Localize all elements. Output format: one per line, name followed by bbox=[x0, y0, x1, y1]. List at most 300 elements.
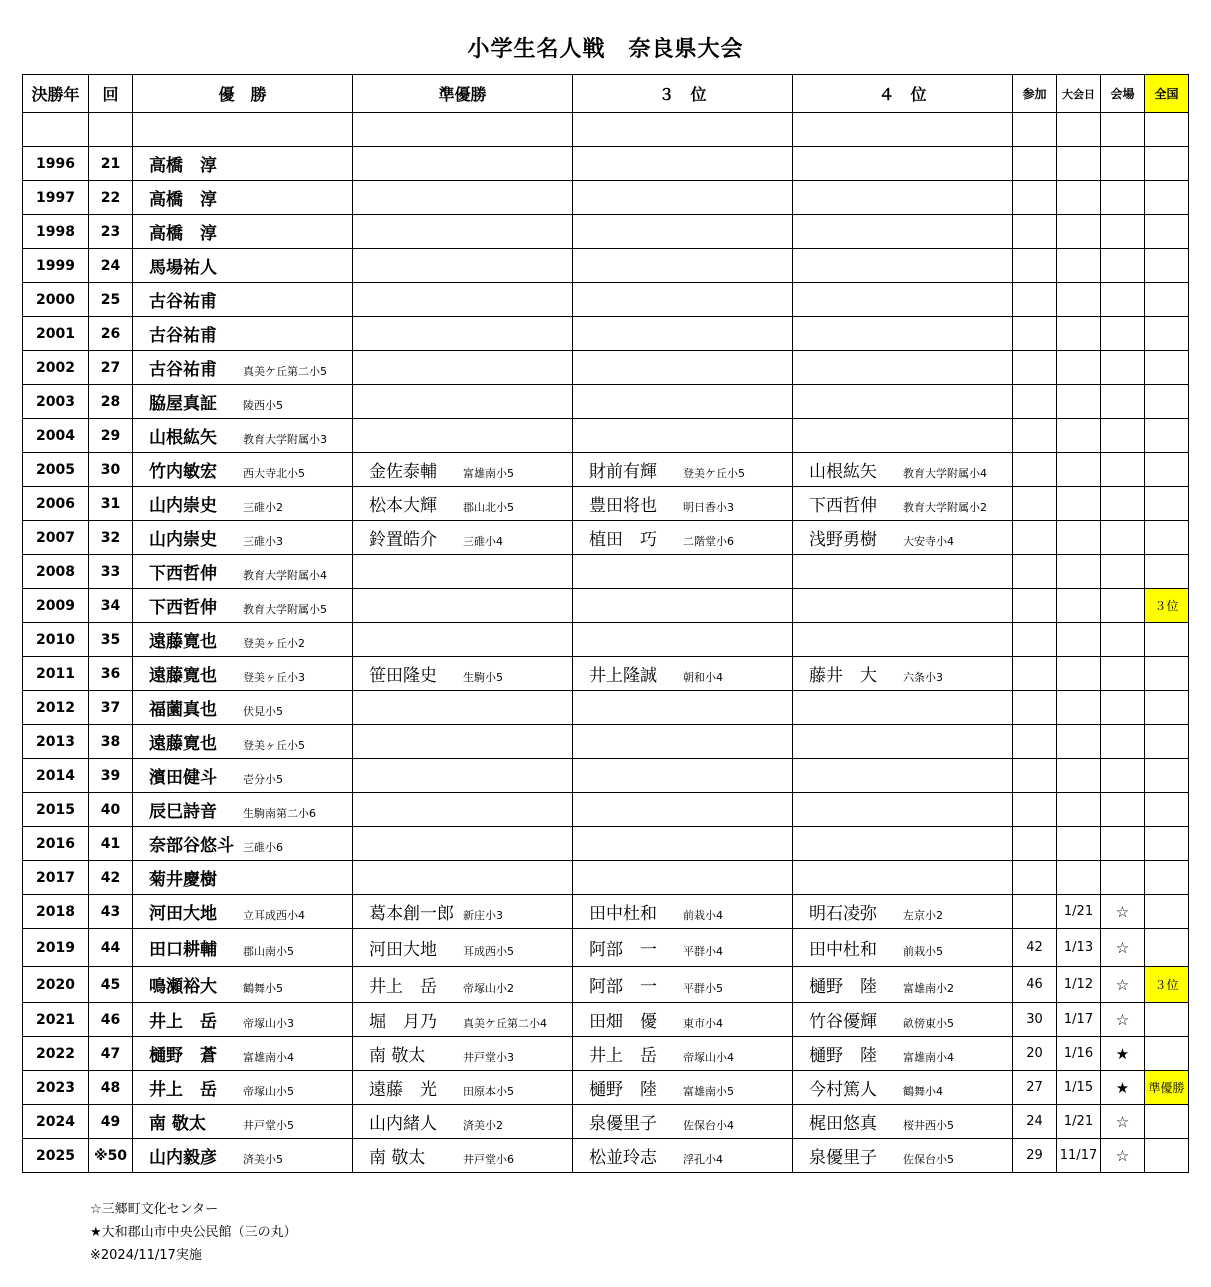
winner-cell-name: 脇屋真証 bbox=[149, 394, 217, 414]
winner-cell-name: 山根紘矢 bbox=[149, 428, 217, 448]
participants-cell: 24 bbox=[1013, 1105, 1057, 1139]
round-cell: 49 bbox=[89, 1105, 133, 1139]
winner-cell bbox=[133, 283, 353, 317]
table-row bbox=[23, 385, 1189, 419]
runner-up-cell-name: 金佐泰輔 bbox=[369, 462, 437, 482]
venue-cell bbox=[1101, 589, 1145, 623]
winner-cell-name: 井上 岳 bbox=[149, 1012, 217, 1032]
fourth-cell bbox=[793, 929, 1013, 967]
national-result-cell bbox=[1145, 691, 1189, 725]
date-cell bbox=[1057, 623, 1101, 657]
winner-cell-school: 立耳成西小4 bbox=[243, 909, 305, 922]
fourth-cell-school: 富雄南小2 bbox=[903, 982, 954, 995]
winner-cell-school: 西大寺北小5 bbox=[243, 467, 305, 480]
national-result-cell bbox=[1145, 453, 1189, 487]
note-held-date: ※2024/11/17実施 bbox=[90, 1248, 202, 1263]
national-result-cell bbox=[1145, 725, 1189, 759]
note-venue-black-star: ★大和郡山市中央公民館（三の丸） bbox=[90, 1225, 297, 1240]
round-cell: 33 bbox=[89, 555, 133, 589]
note-venue-white-star: ☆三郷町文化センター bbox=[90, 1202, 219, 1217]
winner-cell-name: 下西哲伸 bbox=[149, 564, 217, 584]
fourth-cell bbox=[793, 895, 1013, 929]
year-cell: 2025 bbox=[23, 1139, 89, 1173]
runner-up-cell bbox=[353, 453, 573, 487]
third-cell bbox=[573, 623, 793, 657]
runner-up-cell bbox=[353, 147, 573, 181]
participants-cell: 30 bbox=[1013, 1003, 1057, 1037]
third-cell bbox=[573, 317, 793, 351]
legend-notes bbox=[90, 1198, 297, 1267]
third-cell-name: 田中杜和 bbox=[589, 904, 657, 924]
winner-cell-school: 済美小5 bbox=[243, 1153, 283, 1166]
round-cell: 42 bbox=[89, 861, 133, 895]
fourth-cell-school: 鶴舞小4 bbox=[903, 1085, 943, 1098]
runner-up-cell-name: 葛本創一郎 bbox=[369, 904, 454, 924]
table-row bbox=[23, 283, 1189, 317]
venue-cell bbox=[1101, 657, 1145, 691]
third-cell-school: 二階堂小6 bbox=[683, 535, 734, 548]
fourth-cell bbox=[793, 249, 1013, 283]
participants-cell bbox=[1013, 385, 1057, 419]
national-result-cell bbox=[1145, 521, 1189, 555]
fourth-cell-school: 大安寺小4 bbox=[903, 535, 954, 548]
runner-up-cell bbox=[353, 283, 573, 317]
date-cell: 1/12 bbox=[1057, 967, 1101, 1003]
date-cell bbox=[1057, 521, 1101, 555]
table-row bbox=[23, 793, 1189, 827]
national-result-cell bbox=[1145, 1003, 1189, 1037]
venue-cell bbox=[1101, 521, 1145, 555]
runner-up-cell-school: 三碓小4 bbox=[463, 535, 503, 548]
header-date: 大会日 bbox=[1057, 75, 1101, 113]
venue-cell: ☆ bbox=[1101, 1003, 1145, 1037]
year-cell: 2004 bbox=[23, 419, 89, 453]
third-cell bbox=[573, 419, 793, 453]
participants-cell bbox=[1013, 623, 1057, 657]
winner-cell-school: 登美ヶ丘小5 bbox=[243, 739, 305, 752]
third-cell-school: 平群小5 bbox=[683, 982, 723, 995]
winner-cell-school: 郡山南小5 bbox=[243, 945, 294, 958]
national-result-cell bbox=[1145, 215, 1189, 249]
fourth-cell-school: 前栽小5 bbox=[903, 945, 943, 958]
date-cell bbox=[1057, 453, 1101, 487]
winner-cell-school: 教育大学附属小4 bbox=[243, 569, 327, 582]
national-result-cell bbox=[1145, 1105, 1189, 1139]
runner-up-cell bbox=[353, 1003, 573, 1037]
round-cell: 48 bbox=[89, 1071, 133, 1105]
participants-cell bbox=[1013, 113, 1057, 147]
fourth-cell bbox=[793, 385, 1013, 419]
fourth-cell bbox=[793, 1139, 1013, 1173]
year-cell: 2012 bbox=[23, 691, 89, 725]
winner-cell-name: 田口耕輔 bbox=[149, 940, 217, 960]
venue-cell bbox=[1101, 113, 1145, 147]
table-row bbox=[23, 929, 1189, 967]
national-result-cell bbox=[1145, 249, 1189, 283]
winner-cell-name: 遠藤寛也 bbox=[149, 734, 217, 754]
participants-cell bbox=[1013, 691, 1057, 725]
third-cell bbox=[573, 1139, 793, 1173]
date-cell bbox=[1057, 147, 1101, 181]
round-cell: 39 bbox=[89, 759, 133, 793]
national-result-cell bbox=[1145, 555, 1189, 589]
third-cell bbox=[573, 555, 793, 589]
year-cell: 2011 bbox=[23, 657, 89, 691]
winner-cell-school: 教育大学附属小5 bbox=[243, 603, 327, 616]
date-cell: 1/16 bbox=[1057, 1037, 1101, 1071]
fourth-cell bbox=[793, 487, 1013, 521]
third-cell-school: 朝和小4 bbox=[683, 671, 723, 684]
runner-up-cell bbox=[353, 657, 573, 691]
winner-cell-name: 古谷祐甫 bbox=[149, 360, 217, 380]
winner-cell-school: 井戸堂小5 bbox=[243, 1119, 294, 1132]
winner-cell-name: 古谷祐甫 bbox=[149, 326, 217, 346]
third-cell bbox=[573, 725, 793, 759]
runner-up-cell bbox=[353, 1139, 573, 1173]
round-cell: 24 bbox=[89, 249, 133, 283]
fourth-cell-name: 樋野 陸 bbox=[809, 977, 877, 997]
fourth-cell-school: 桜井西小5 bbox=[903, 1119, 954, 1132]
winner-cell bbox=[133, 657, 353, 691]
venue-cell bbox=[1101, 317, 1145, 351]
third-cell bbox=[573, 657, 793, 691]
fourth-cell bbox=[793, 181, 1013, 215]
year-cell: 2014 bbox=[23, 759, 89, 793]
year-cell: 1996 bbox=[23, 147, 89, 181]
third-cell bbox=[573, 793, 793, 827]
winner-cell bbox=[133, 589, 353, 623]
year-cell: 2018 bbox=[23, 895, 89, 929]
fourth-cell-name: 樋野 陸 bbox=[809, 1046, 877, 1066]
header-winner: 優 勝 bbox=[133, 75, 353, 113]
winner-cell-name: 樋野 蒼 bbox=[149, 1046, 217, 1066]
round-cell: 35 bbox=[89, 623, 133, 657]
table-row bbox=[23, 113, 1189, 147]
winner-cell bbox=[133, 147, 353, 181]
participants-cell: 42 bbox=[1013, 929, 1057, 967]
venue-cell bbox=[1101, 759, 1145, 793]
year-cell: 2019 bbox=[23, 929, 89, 967]
round-cell: 37 bbox=[89, 691, 133, 725]
runner-up-cell bbox=[353, 317, 573, 351]
winner-cell-name: 辰巳詩音 bbox=[149, 802, 217, 822]
winner-cell-school: 教育大学附属小3 bbox=[243, 433, 327, 446]
winner-cell bbox=[133, 861, 353, 895]
venue-cell bbox=[1101, 555, 1145, 589]
results-table bbox=[22, 74, 1189, 1173]
third-cell bbox=[573, 1105, 793, 1139]
runner-up-cell bbox=[353, 1071, 573, 1105]
date-cell bbox=[1057, 861, 1101, 895]
third-cell bbox=[573, 589, 793, 623]
date-cell bbox=[1057, 691, 1101, 725]
national-result-cell: 準優勝 bbox=[1145, 1071, 1189, 1105]
fourth-cell-name: 梶田悠真 bbox=[809, 1114, 877, 1134]
national-result-cell: ３位 bbox=[1145, 967, 1189, 1003]
date-cell bbox=[1057, 215, 1101, 249]
national-result-cell bbox=[1145, 793, 1189, 827]
fourth-cell-name: 今村篤人 bbox=[809, 1080, 877, 1100]
fourth-cell bbox=[793, 113, 1013, 147]
table-row bbox=[23, 249, 1189, 283]
runner-up-cell-name: 鈴置皓介 bbox=[369, 530, 437, 550]
round-cell: 22 bbox=[89, 181, 133, 215]
third-cell-name: 泉優里子 bbox=[589, 1114, 657, 1134]
venue-cell bbox=[1101, 249, 1145, 283]
venue-cell: ☆ bbox=[1101, 1139, 1145, 1173]
year-cell: 2005 bbox=[23, 453, 89, 487]
winner-cell bbox=[133, 929, 353, 967]
year-cell: 2016 bbox=[23, 827, 89, 861]
venue-cell bbox=[1101, 793, 1145, 827]
participants-cell bbox=[1013, 725, 1057, 759]
winner-cell-school: 三碓小3 bbox=[243, 535, 283, 548]
fourth-cell-name: 竹谷優輝 bbox=[809, 1012, 877, 1032]
date-cell: 11/17 bbox=[1057, 1139, 1101, 1173]
venue-cell: ★ bbox=[1101, 1071, 1145, 1105]
national-result-cell bbox=[1145, 1037, 1189, 1071]
runner-up-cell bbox=[353, 793, 573, 827]
table-row bbox=[23, 1139, 1189, 1173]
winner-cell bbox=[133, 691, 353, 725]
third-cell bbox=[573, 691, 793, 725]
winner-cell bbox=[133, 793, 353, 827]
participants-cell bbox=[1013, 283, 1057, 317]
national-result-cell bbox=[1145, 283, 1189, 317]
third-cell-school: 浮孔小4 bbox=[683, 1153, 723, 1166]
date-cell bbox=[1057, 113, 1101, 147]
participants-cell: 20 bbox=[1013, 1037, 1057, 1071]
participants-cell bbox=[1013, 827, 1057, 861]
venue-cell bbox=[1101, 487, 1145, 521]
table-row bbox=[23, 147, 1189, 181]
runner-up-cell-name: 河田大地 bbox=[369, 940, 437, 960]
third-cell-school: 佐保台小4 bbox=[683, 1119, 734, 1132]
third-cell-school: 明日香小3 bbox=[683, 501, 734, 514]
round-cell: 25 bbox=[89, 283, 133, 317]
fourth-cell-school: 富雄南小4 bbox=[903, 1051, 954, 1064]
fourth-cell-name: 泉優里子 bbox=[809, 1148, 877, 1168]
third-cell-name: 松並玲志 bbox=[589, 1148, 657, 1168]
third-cell bbox=[573, 1003, 793, 1037]
winner-cell-school: 富雄南小4 bbox=[243, 1051, 294, 1064]
third-cell-name: 井上隆誠 bbox=[589, 666, 657, 686]
date-cell: 1/15 bbox=[1057, 1071, 1101, 1105]
third-cell bbox=[573, 181, 793, 215]
winner-cell-name: 遠藤寛也 bbox=[149, 632, 217, 652]
winner-cell-name: 高橋 淳 bbox=[149, 156, 217, 176]
participants-cell bbox=[1013, 419, 1057, 453]
fourth-cell bbox=[793, 725, 1013, 759]
participants-cell bbox=[1013, 487, 1057, 521]
third-cell-name: 豊田将也 bbox=[589, 496, 657, 516]
winner-cell bbox=[133, 521, 353, 555]
runner-up-cell bbox=[353, 759, 573, 793]
year-cell: 2022 bbox=[23, 1037, 89, 1071]
winner-cell-school: 登美ヶ丘小2 bbox=[243, 637, 305, 650]
fourth-cell-name: 山根紘矢 bbox=[809, 462, 877, 482]
year-cell: 2010 bbox=[23, 623, 89, 657]
winner-cell bbox=[133, 351, 353, 385]
fourth-cell bbox=[793, 351, 1013, 385]
date-cell bbox=[1057, 827, 1101, 861]
fourth-cell-name: 浅野勇樹 bbox=[809, 530, 877, 550]
year-cell: 1999 bbox=[23, 249, 89, 283]
fourth-cell bbox=[793, 453, 1013, 487]
date-cell bbox=[1057, 249, 1101, 283]
venue-cell: ☆ bbox=[1101, 895, 1145, 929]
winner-cell-name: 馬場祐人 bbox=[149, 258, 217, 278]
year-cell: 1998 bbox=[23, 215, 89, 249]
runner-up-cell-school: 新庄小3 bbox=[463, 909, 503, 922]
runner-up-cell bbox=[353, 487, 573, 521]
third-cell bbox=[573, 453, 793, 487]
header-third: ３ 位 bbox=[573, 75, 793, 113]
runner-up-cell-name: 山内緒人 bbox=[369, 1114, 437, 1134]
round-cell: 41 bbox=[89, 827, 133, 861]
runner-up-cell-school: 富雄南小5 bbox=[463, 467, 514, 480]
table-row bbox=[23, 623, 1189, 657]
year-cell: 1997 bbox=[23, 181, 89, 215]
round-cell: 44 bbox=[89, 929, 133, 967]
round-cell bbox=[89, 113, 133, 147]
third-cell bbox=[573, 487, 793, 521]
table-row bbox=[23, 1003, 1189, 1037]
year-cell: 2006 bbox=[23, 487, 89, 521]
venue-cell bbox=[1101, 147, 1145, 181]
third-cell bbox=[573, 827, 793, 861]
runner-up-cell bbox=[353, 113, 573, 147]
venue-cell bbox=[1101, 827, 1145, 861]
runner-up-cell bbox=[353, 555, 573, 589]
round-cell: 38 bbox=[89, 725, 133, 759]
winner-cell bbox=[133, 1139, 353, 1173]
fourth-cell bbox=[793, 967, 1013, 1003]
venue-cell bbox=[1101, 351, 1145, 385]
winner-cell bbox=[133, 1105, 353, 1139]
date-cell bbox=[1057, 351, 1101, 385]
round-cell: 23 bbox=[89, 215, 133, 249]
fourth-cell bbox=[793, 657, 1013, 691]
venue-cell: ☆ bbox=[1101, 1105, 1145, 1139]
winner-cell-name: 遠藤寛也 bbox=[149, 666, 217, 686]
national-result-cell bbox=[1145, 623, 1189, 657]
third-cell bbox=[573, 967, 793, 1003]
third-cell bbox=[573, 861, 793, 895]
winner-cell-name: 南 敬太 bbox=[149, 1114, 206, 1134]
third-cell bbox=[573, 283, 793, 317]
table-row bbox=[23, 759, 1189, 793]
winner-cell bbox=[133, 759, 353, 793]
header-year: 決勝年 bbox=[23, 75, 89, 113]
winner-cell-name: 奈部谷悠斗 bbox=[149, 836, 234, 856]
winner-cell-name: 菊井慶樹 bbox=[149, 870, 217, 890]
table-row bbox=[23, 487, 1189, 521]
year-cell: 2015 bbox=[23, 793, 89, 827]
round-cell: 34 bbox=[89, 589, 133, 623]
table-row bbox=[23, 521, 1189, 555]
year-cell: 2007 bbox=[23, 521, 89, 555]
runner-up-cell bbox=[353, 967, 573, 1003]
date-cell bbox=[1057, 181, 1101, 215]
venue-cell: ☆ bbox=[1101, 967, 1145, 1003]
table-row bbox=[23, 453, 1189, 487]
venue-cell: ☆ bbox=[1101, 929, 1145, 967]
participants-cell: 29 bbox=[1013, 1139, 1057, 1173]
third-cell bbox=[573, 521, 793, 555]
fourth-cell bbox=[793, 147, 1013, 181]
winner-cell-school: 三碓小6 bbox=[243, 841, 283, 854]
runner-up-cell-name: 遠藤 光 bbox=[369, 1080, 437, 1100]
national-result-cell bbox=[1145, 147, 1189, 181]
round-cell: 40 bbox=[89, 793, 133, 827]
winner-cell-name: 鳴瀬裕大 bbox=[149, 977, 217, 997]
year-cell: 2020 bbox=[23, 967, 89, 1003]
winner-cell-name: 福薗真也 bbox=[149, 700, 217, 720]
third-cell-name: 井上 岳 bbox=[589, 1046, 657, 1066]
participants-cell bbox=[1013, 453, 1057, 487]
national-result-cell bbox=[1145, 929, 1189, 967]
winner-cell-name: 井上 岳 bbox=[149, 1080, 217, 1100]
winner-cell-name: 高橋 淳 bbox=[149, 224, 217, 244]
runner-up-cell bbox=[353, 1105, 573, 1139]
participants-cell bbox=[1013, 181, 1057, 215]
third-cell bbox=[573, 1037, 793, 1071]
year-cell: 2001 bbox=[23, 317, 89, 351]
fourth-cell bbox=[793, 215, 1013, 249]
fourth-cell-name: 田中杜和 bbox=[809, 940, 877, 960]
winner-cell-name: 古谷祐甫 bbox=[149, 292, 217, 312]
national-result-cell bbox=[1145, 759, 1189, 793]
date-cell bbox=[1057, 283, 1101, 317]
runner-up-cell-school: 帝塚山小2 bbox=[463, 982, 514, 995]
runner-up-cell-school: 田原本小5 bbox=[463, 1085, 514, 1098]
third-cell bbox=[573, 351, 793, 385]
year-cell: 2013 bbox=[23, 725, 89, 759]
winner-cell-school: 真美ケ丘第二小5 bbox=[243, 365, 327, 378]
fourth-cell bbox=[793, 555, 1013, 589]
participants-cell bbox=[1013, 589, 1057, 623]
table-row bbox=[23, 725, 1189, 759]
year-cell: 2009 bbox=[23, 589, 89, 623]
winner-cell bbox=[133, 181, 353, 215]
header-venue: 会場 bbox=[1101, 75, 1145, 113]
date-cell bbox=[1057, 419, 1101, 453]
header-national: 全国 bbox=[1145, 75, 1189, 113]
fourth-cell bbox=[793, 1037, 1013, 1071]
fourth-cell bbox=[793, 827, 1013, 861]
table-row bbox=[23, 861, 1189, 895]
national-result-cell bbox=[1145, 385, 1189, 419]
third-cell bbox=[573, 1071, 793, 1105]
date-cell bbox=[1057, 759, 1101, 793]
participants-cell bbox=[1013, 317, 1057, 351]
national-result-cell bbox=[1145, 657, 1189, 691]
header-runner-up: 準優勝 bbox=[353, 75, 573, 113]
fourth-cell-school: 教育大学附属小4 bbox=[903, 467, 987, 480]
winner-cell-name: 山内崇史 bbox=[149, 496, 217, 516]
fourth-cell bbox=[793, 623, 1013, 657]
runner-up-cell bbox=[353, 589, 573, 623]
round-cell: 27 bbox=[89, 351, 133, 385]
winner-cell bbox=[133, 453, 353, 487]
year-cell bbox=[23, 113, 89, 147]
header-fourth: ４ 位 bbox=[793, 75, 1013, 113]
winner-cell-school: 鶴舞小5 bbox=[243, 982, 283, 995]
national-result-cell bbox=[1145, 113, 1189, 147]
national-result-cell bbox=[1145, 895, 1189, 929]
date-cell bbox=[1057, 385, 1101, 419]
